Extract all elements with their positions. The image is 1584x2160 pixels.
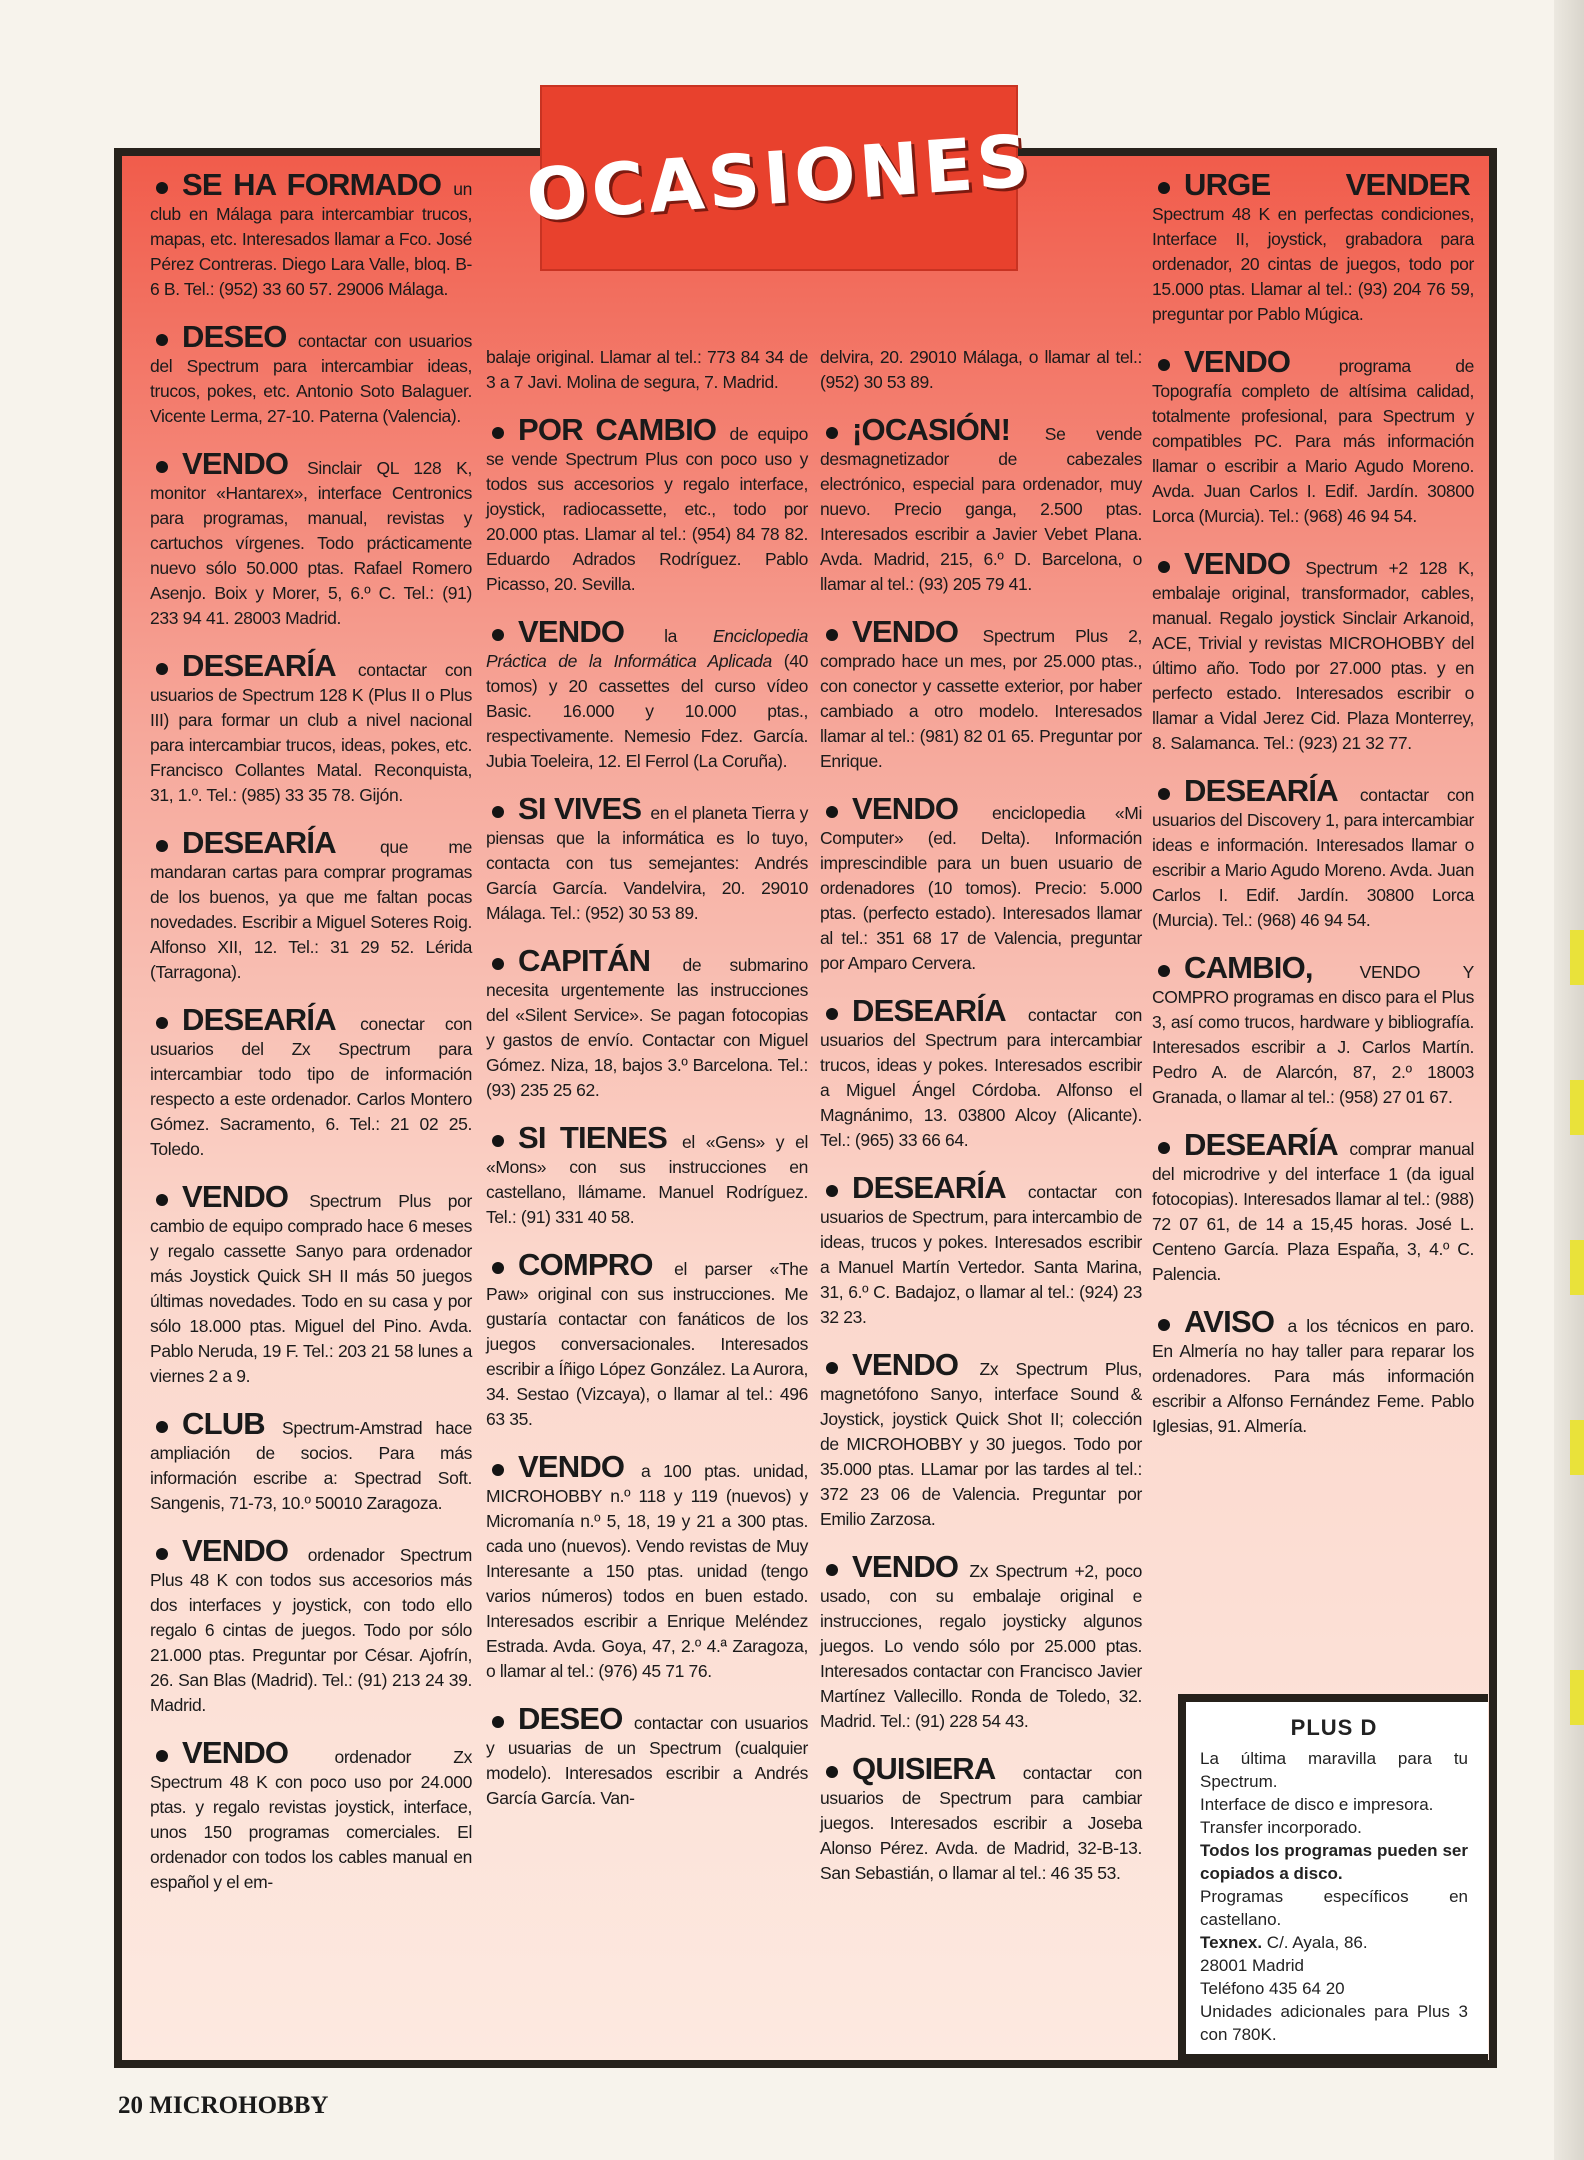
bullet-icon xyxy=(492,806,504,818)
plusd-line: Interface de disco e impresora. xyxy=(1200,1795,1434,1814)
classified-ad xyxy=(1152,950,1474,1110)
classified-ad xyxy=(1152,1127,1475,1287)
bullet-icon xyxy=(1158,965,1170,977)
ad-text: que me mandaran cartas para comprar programas de los buenos, ya que me faltan pocas novedades. Escribir a Miguel Soteres Roig. Alfonso XII, 12. Tel.: 31 29 52. Lérida (Tarragona). xyxy=(150,837,472,982)
ad-heading: COMPRO xyxy=(518,1247,653,1282)
ad-text: de equipo se vende Spectrum Plus con poco uso y todos sus accesorios y regalo interface, joystick, radiocassette, etc., todo por 20.000 ptas. Llamar al tel.: (954) 84 78 82. Eduardo Adrados Rodríguez. Pablo Picasso, 20. Sevilla. xyxy=(486,424,808,594)
bullet-icon xyxy=(826,427,838,439)
classified-ad xyxy=(820,614,1142,774)
ad-heading: SE HA FORMADO xyxy=(182,167,442,202)
ad-text: delvira, 20. 29010 Málaga, o llamar al tel.: (952) 30 53 89. xyxy=(820,347,1142,392)
ad-heading: URGE VENDER xyxy=(1184,167,1470,202)
ad-text: ordenador Spectrum Plus 48 K con todos sus accesorios más dos interfaces y joystick, con todo ello regalo 6 cintas de juegos. Todo por sólo 21.000 ptas. Preguntar por César. Ajofrín, 26. San Blas (Madrid). Tel.: (91) 213 24 39. Madrid. xyxy=(150,1545,472,1715)
bullet-icon xyxy=(492,629,504,641)
classified-ad xyxy=(820,993,1143,1153)
ad-text: Sinclair QL 128 K, monitor «Hantarex», interface Centronics para programas, manual, revistas y cartuchos vírgenes. Todo prácticamente nuevo sólo 50.000 ptas. Rafael Romero Asenjo. Boix y Morer, 5, 6.º C. Tel.: (91) 233 94 41. 28003 Madrid. xyxy=(150,458,473,628)
ad-text: contactar con usuarios del Spectrum para intercambiar ideas, trucos, pokes, etc. Antonio Soto Balaguer. Vicente Lerma, 27-10. Paterna (Valencia). xyxy=(150,331,472,426)
ad-heading: SI VIVES xyxy=(518,791,642,826)
ad-heading: VENDO xyxy=(1184,344,1291,379)
ad-text: enciclopedia «Mi Computer» (ed. Delta). Información imprescindible para un buen usuario de ordenadores (10 tomos). Precio: 5.000 ptas. (perfecto estado). Interesados llamar al tel.: 351 68 17 de Valencia, preguntar por Amparo Cervera. xyxy=(820,803,1142,973)
plusd-line: Teléfono 435 64 20 xyxy=(1200,1979,1345,1998)
classified-ad xyxy=(1152,1304,1474,1439)
ad-heading: DESEO xyxy=(182,319,287,354)
classified-ad xyxy=(150,1179,473,1389)
section-title: OCASIONES xyxy=(523,118,1035,238)
bullet-icon xyxy=(492,1262,504,1274)
ad-text: contactar con usuarios y usuarias de un Spectrum (cualquier modelo). Interesados escribir a Andrés García García. Van- xyxy=(486,1713,808,1808)
classified-ad xyxy=(486,614,808,774)
classified-ad xyxy=(820,1751,1142,1886)
ad-heading: VENDO xyxy=(852,614,959,649)
classified-ad xyxy=(150,648,473,808)
bullet-icon xyxy=(156,840,168,852)
classified-ad xyxy=(486,1449,808,1684)
ad-text: contactar con usuarios del Spectrum para intercambiar trucos, ideas y pokes. Interesados escribir a Miguel Ángel Córdoba. Alfonso el Magnánimo, 13. 03800 Alcoy (Alicante). Tel.: (965) 33 66 64. xyxy=(820,1005,1143,1150)
classified-ad xyxy=(486,791,808,926)
bullet-icon xyxy=(492,427,504,439)
classified-ad xyxy=(150,446,473,631)
column-2 xyxy=(486,345,808,1833)
ad-text: programa de Topografía completo de altísima calidad, totalmente profesional, para Spectrum y compatibles PC. Para más información llamar o escribir a Mario Agudo Moreno. Avda. Juan Carlos I. Edif. Jardín. 30800 Lorca (Murcia). Tel.: (968) 46 94 54. xyxy=(1152,356,1475,526)
ad-text: Spectrum Plus por cambio de equipo comprado hace 6 meses y regalo cassette Sanyo para ordenador más Joystick Quick SH II más 50 juegos últimas novedades. Todo en su casa y por sólo 18.000 ptas. Miguel del Pino. Avda. Pablo Neruda, 19 F. Tel.: 203 21 58 lunes a viernes 2 a 9. xyxy=(150,1191,473,1386)
bullet-icon xyxy=(156,1750,168,1762)
side-tab-3 xyxy=(1570,1240,1584,1295)
classified-ad xyxy=(820,791,1142,976)
ad-heading: QUISIERA xyxy=(852,1751,996,1786)
bullet-icon xyxy=(156,182,168,194)
ad-text: conectar con usuarios del Zx Spectrum para intercambiar todo tipo de información respecto a este ordenador. Carlos Montero Gómez. Sacramento, 6. Tel.: 21 02 25. Toledo. xyxy=(150,1014,472,1159)
plusd-line: Unidades adicionales para Plus 3 con 780K. xyxy=(1200,2002,1468,2044)
classified-ad-continued xyxy=(486,345,808,395)
side-tab-2 xyxy=(1570,1080,1584,1135)
ad-heading: DESEARÍA xyxy=(1184,1127,1338,1162)
ad-text: VENDO Y COMPRO programas en disco para el Plus 3, así como trucos, hardware y bibliografía. Interesados escribir a J. Carlos Martín. Pedro A. de Alarcón, 87, 2.º 18003 Granada, o llamar al tel.: (958) 27 01 67. xyxy=(1152,962,1474,1107)
plusd-line: Transfer incorporado. xyxy=(1200,1818,1362,1837)
ad-text: Spectrum +2 128 K, embalaje original, transformador, cables, manual. Regalo joystick Sinclair Arkanoid, ACE, Trivial y revistas MICROHOBBY del último año. Todo por 27.000 ptas. y en perfecto estado. Interesados escribir o llamar a Vidal Jerez Cid. Plaza Monterrey, 8. Salamanca. Tel.: (923) 21 32 77. xyxy=(1152,558,1474,753)
bullet-icon xyxy=(1158,788,1170,800)
classified-ad xyxy=(150,319,472,429)
bullet-icon xyxy=(492,958,504,970)
ad-text: Spectrum-Amstrad hace ampliación de socios. Para más información escribe a: Spectrad Soft. Sangenis, 71-73, 10.º 50010 Zaragoza. xyxy=(150,1418,472,1513)
ad-text: la xyxy=(664,626,713,646)
ad-text: Zx Spectrum +2, poco usado, con su embalaje original e instrucciones, regalo joysticky algunos juegos. Lo vendo sólo por 25.000 ptas. Interesados contactar con Francisco Javier Martínez Vallecillo. Ronda de Toledo, 32. Madrid. Tel.: (91) 228 54 43. xyxy=(820,1561,1142,1731)
classified-ad xyxy=(486,1120,809,1230)
ad-heading: VENDO xyxy=(518,614,625,649)
classified-ad-continued xyxy=(820,345,1142,395)
plusd-line: 28001 Madrid xyxy=(1200,1956,1304,1975)
column-3 xyxy=(820,345,1142,1908)
bullet-icon xyxy=(156,1421,168,1433)
ad-heading: VENDO xyxy=(852,791,959,826)
ad-heading: POR CAMBIO xyxy=(518,412,717,447)
ad-heading: DESEARÍA xyxy=(182,1002,336,1037)
ad-heading: DESEARÍA xyxy=(1184,773,1338,808)
plusd-line: Programas específicos en castellano. xyxy=(1200,1887,1468,1929)
bullet-icon xyxy=(156,461,168,473)
bullet-icon xyxy=(156,1548,168,1560)
bullet-icon xyxy=(492,1716,504,1728)
classified-ad xyxy=(150,1002,472,1162)
ad-text: Spectrum 48 K en perfectas condiciones, Interface II, joystick, grabadora para ordenador, 20 cintas de juegos, todo por 15.000 ptas. Llamar al tel.: (93) 204 76 59, preguntar por Pablo Múgica. xyxy=(1152,204,1474,324)
classified-ad xyxy=(150,1406,472,1516)
ad-text: a 100 ptas. unidad, MICROHOBBY n.º 118 y 119 (nuevos) y Micromanía n.º 5, 18, 19 y 21 a 300 ptas. cada uno (nuevos). Vendo revistas de Muy Interesante a 150 ptas. unidad (tengo varios números) todos en buen estado. Interesados escribir a Enrique Meléndez Estrada. Avda. Goya, 47, 2.º 4.ª Zaragoza, o llamar al tel.: (976) 45 71 76. xyxy=(486,1461,808,1681)
ad-heading: DESEARÍA xyxy=(852,1170,1006,1205)
bullet-icon xyxy=(826,1362,838,1374)
classified-ad xyxy=(820,412,1142,597)
plusd-line-bold: Todos los programas pueden ser copiados a disco. xyxy=(1200,1841,1468,1883)
ad-text: de submarino necesita urgentemente las instrucciones del «Silent Service». Se pagan fotocopias y gastos de envío. Contactar con Miguel Gómez. Niza, 18, bajos 3.º Barcelona. Tel.: (93) 235 25 62. xyxy=(486,955,808,1100)
ad-text: Spectrum Plus 2, comprado hace un mes, por 25.000 ptas., con conector y cassette exterior, por haber cambiado a otro modelo. Interesados llamar al tel.: (981) 82 01 65. Preguntar por Enrique. xyxy=(820,626,1142,771)
ad-heading: VENDO xyxy=(182,1179,289,1214)
ad-heading: CAMBIO, xyxy=(1184,950,1313,985)
ad-heading: VENDO xyxy=(182,1533,289,1568)
ad-text: contactar con usuarios de Spectrum, para intercambio de ideas, trucos y pokes. Interesados escribir a Manuel Martín Vertedor. Santa Marina, 31, 6.º C. Badajoz, o llamar al tel.: (924) 23 32 23. xyxy=(820,1182,1143,1327)
ad-heading: DESEARÍA xyxy=(182,825,336,860)
ad-text: contactar con usuarios del Discovery 1, para intercambiar ideas e información. Interesados llamar o escribir a Mario Agudo Moreno. Avda. Juan Carlos I. Edif. Jardín. 30800 Lorca (Murcia). Tel.: (968) 46 94 54. xyxy=(1152,785,1475,930)
bullet-icon xyxy=(1158,561,1170,573)
ad-text: ordenador Zx Spectrum 48 K con poco uso por 24.000 ptas. y regalo revistas joystick, interface, unos 150 programas comerciales. El ordenador con todos los cables manual en español y el em- xyxy=(150,1747,472,1892)
ad-heading: DESEARÍA xyxy=(852,993,1006,1028)
classified-ad xyxy=(486,1701,808,1811)
ad-heading: VENDO xyxy=(182,1735,289,1770)
ad-text: Zx Spectrum Plus, magnetófono Sanyo, interface Sound & Joystick, joystick Quick Shot II; colección de MICROHOBBY y 30 juegos. Todo por 35.000 ptas. LLamar por las tardes al tel.: 372 23 06 de Valencia. Preguntar por Emilio Zarzosa. xyxy=(820,1359,1143,1529)
ad-text: contactar con usuarios de Spectrum para cambiar juegos. Interesados escribir a Joseba Alonso Pérez. Avda. de Madrid, 32-B-13. San Sebastián, o llamar al tel.: 46 35 53. xyxy=(820,1763,1142,1883)
ad-heading: VENDO xyxy=(1184,546,1291,581)
classified-ad xyxy=(1152,167,1474,327)
classified-ad xyxy=(150,1735,472,1895)
classified-ad xyxy=(486,412,808,597)
side-tab-1 xyxy=(1570,930,1584,985)
ad-heading: VENDO xyxy=(852,1347,959,1382)
bullet-icon xyxy=(156,1194,168,1206)
ad-text: el «Gens» y el «Mons» con sus instrucciones en castellano, llámame. Manuel Rodríguez. Tel.: (91) 331 40 58. xyxy=(486,1132,809,1227)
classified-ad xyxy=(820,1347,1143,1532)
section-title-box xyxy=(523,85,1035,271)
bullet-icon xyxy=(826,629,838,641)
classified-ad xyxy=(486,1247,809,1432)
ad-heading: VENDO xyxy=(182,446,289,481)
bullet-icon xyxy=(156,663,168,675)
ad-text: en el planeta Tierra y piensas que la informática es lo tuyo, contacta con tus semejantes: Andrés García García. Vandelvira, 20. 29010 Málaga. Tel.: (952) 30 53 89. xyxy=(486,803,808,923)
page-footer: 20 MICROHOBBY xyxy=(118,2092,329,2119)
classified-ad xyxy=(150,1533,472,1718)
bullet-icon xyxy=(1158,1142,1170,1154)
ad-text: balaje original. Llamar al tel.: 773 84 34 de 3 a 7 Javi. Molina de segura, 7. Madrid. xyxy=(486,347,808,392)
classified-ad xyxy=(150,167,473,302)
plusd-line: La última maravilla para tu Spectrum. xyxy=(1200,1749,1468,1791)
bullet-icon xyxy=(826,1766,838,1778)
plusd-address xyxy=(1200,1931,1468,1954)
ad-heading: CLUB xyxy=(182,1406,265,1441)
bullet-icon xyxy=(826,806,838,818)
ad-heading: AVISO xyxy=(1184,1304,1275,1339)
ad-heading: SI TIENES xyxy=(518,1120,668,1155)
classified-ad xyxy=(486,943,808,1103)
bullet-icon xyxy=(156,1017,168,1029)
ad-heading: VENDO xyxy=(852,1549,959,1584)
bullet-icon xyxy=(492,1464,504,1476)
ad-text: Se vende desmagnetizador de cabezales electrónico, especial para ordenador, muy nuevo. Precio ganga, 2.500 ptas. Interesados escribir a Javier Vebet Plana. Avda. Madrid, 215, 6.º D. Barcelona, o llamar al tel.: (93) 205 79 41. xyxy=(820,424,1142,594)
bullet-icon xyxy=(826,1008,838,1020)
ad-text: comprar manual del microdrive y del interface 1 (da igual fotocopias). Interesados llamar al tel.: (988) 72 07 61, de 14 a 15,45 horas. José L. Centeno García. Plaza España, 3, 4.º C. Palencia. xyxy=(1152,1139,1475,1284)
plusd-ad xyxy=(1200,1716,1468,2046)
classified-ad xyxy=(820,1549,1142,1734)
ad-text: un club en Málaga para intercambiar trucos, mapas, etc. Interesados llamar a Fco. José Pérez Contreras. Diego Lara Valle, bloq. B-6 B. Tel.: (952) 33 60 57. 29006 Málaga. xyxy=(150,179,473,299)
bullet-icon xyxy=(826,1185,838,1197)
bullet-icon xyxy=(156,334,168,346)
classified-ad xyxy=(820,1170,1143,1330)
classified-ad xyxy=(1152,546,1474,756)
ad-heading: VENDO xyxy=(518,1449,625,1484)
bullet-icon xyxy=(1158,1319,1170,1331)
ad-heading: CAPITÁN xyxy=(518,943,651,978)
classified-ad xyxy=(150,825,472,985)
ad-text: (40 tomos) y 20 cassettes del curso vídeo Basic. 16.000 y 10.000 ptas., respectivamente. Nemesio Fdez. García. Jubia Toeleira, 12. El Ferrol (La Coruña). xyxy=(486,651,808,771)
bullet-icon xyxy=(826,1564,838,1576)
side-tab-4 xyxy=(1570,1420,1584,1475)
ad-heading: DESEARÍA xyxy=(182,648,336,683)
bullet-icon xyxy=(1158,359,1170,371)
classified-ad xyxy=(1152,773,1475,933)
column-1 xyxy=(150,167,473,1917)
classified-ad xyxy=(1152,344,1475,529)
column-4 xyxy=(1152,167,1475,1461)
ad-heading: ¡OCASIÓN! xyxy=(852,412,1011,447)
plusd-company: Texnex. xyxy=(1200,1933,1263,1952)
bullet-icon xyxy=(492,1135,504,1147)
ad-text: a los técnicos en paro. En Almería no hay taller para reparar los ordenadores. Para más información escribir a Alfonso Fernández Feme. Pablo Iglesias, 91. Almería. xyxy=(1152,1316,1474,1436)
ad-heading: DESEO xyxy=(518,1701,623,1736)
ad-text-italic: Enciclopedia Práctica de la Informática Aplicada xyxy=(486,626,808,671)
plusd-title: PLUS D xyxy=(1290,1715,1378,1740)
ad-text: el parser «The Paw» original con sus instrucciones. Me gustaría contactar con fanáticos de los juegos conversacionales. Interesados escribir a Íñigo López González. La Aurora, 34. Sestao (Vizcaya), o llamar al tel.: 496 63 35. xyxy=(486,1259,809,1429)
ad-text: contactar con usuarios de Spectrum 128 K (Plus II o Plus III) para formar un club a nivel nacional para intercambiar trucos, ideas, pokes, etc. Francisco Collantes Matal. Reconquista, 31, 1.º. Tel.: (985) 33 35 78. Gijón. xyxy=(150,660,473,805)
bullet-icon xyxy=(1158,182,1170,194)
plusd-street: C/. Ayala, 86. xyxy=(1262,1933,1368,1952)
side-tab-5 xyxy=(1570,1670,1584,1725)
